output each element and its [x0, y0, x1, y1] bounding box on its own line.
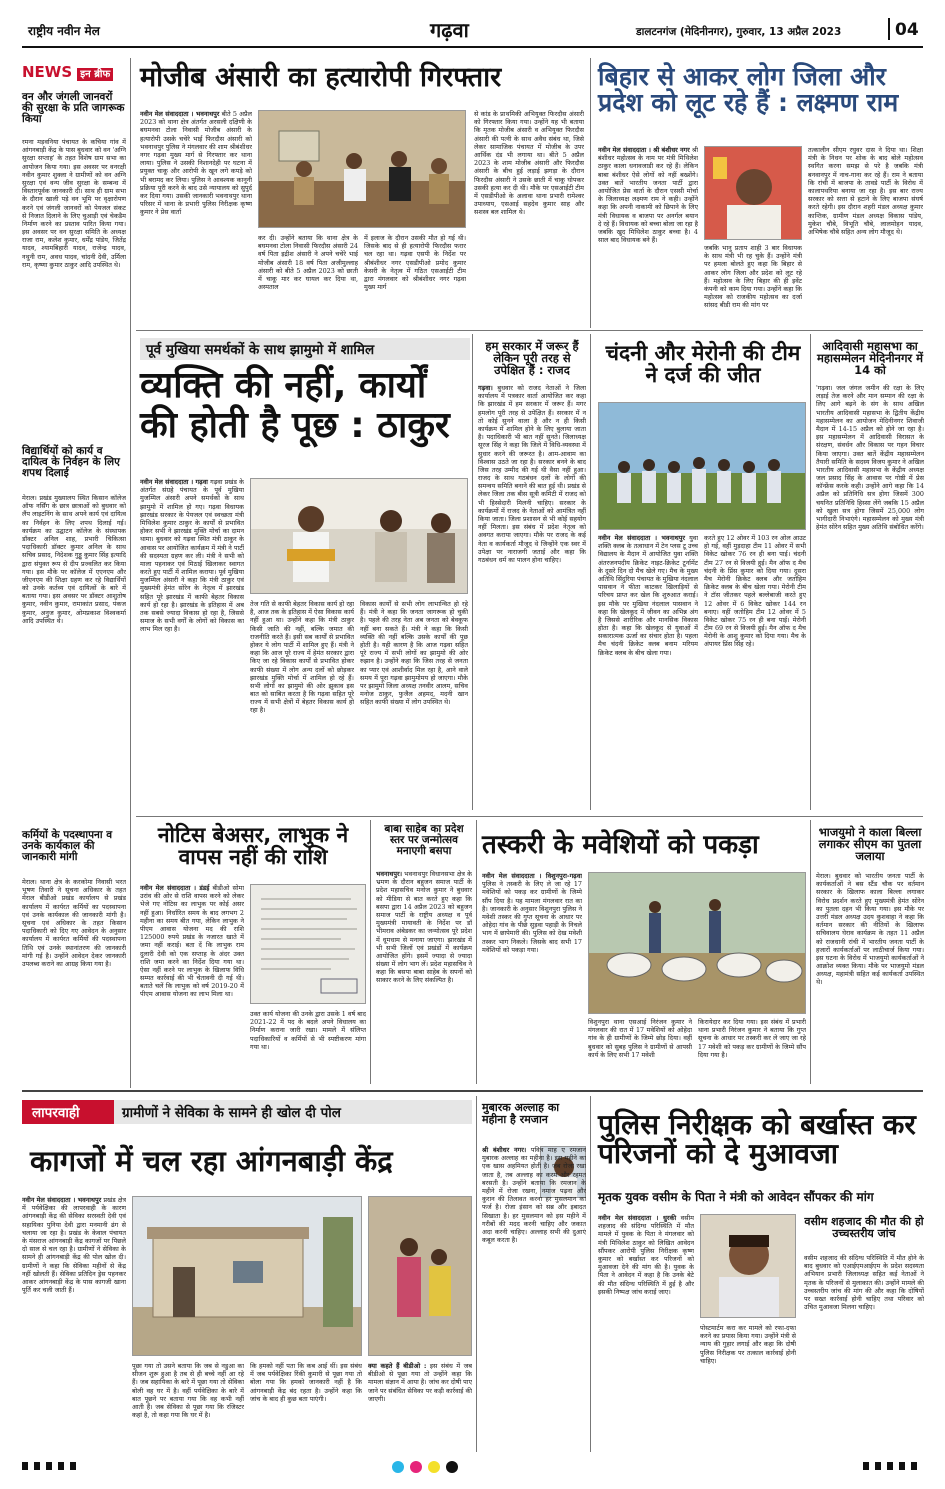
- story-headline: हम सरकार में जरूर हैं लेकिन पूरी तरह से उपेक्षित हैं : राजद: [485, 339, 579, 378]
- story-paragraph: बीडीओ सोमा उरांव की ओर से राशि वापस करने को लेकर भेजे गए नोटिस का लाभुक पर कोई असर नहीं हुआ। निर्धारित समय के बाद लगभग 2 महीना का समय बीत गया, लेकिन लाभुक ने पीएम आवास योजना मद की राशि 125000 रुपये प्रखंड के नजारत खाते में जमा नहीं कराई। बता दें कि लाभुक राम दुलारी देवी को एक सप्ताह के अंदर उक्त राशि जमा करने का निर्देश दिया गया था। ऐसा नहीं करने पर लाभुक के खिलाफ विधि सम्मत कार्रवाई की भी चेतावनी दी गई थी। बताते चलें कि लाभुक को वर्ष 2019-20 में पीएम आवास योजना का लाभ मिला था।: [140, 884, 244, 999]
- column-rule: [810, 334, 811, 810]
- masthead-divider: [888, 18, 890, 40]
- victim-photo: [700, 1214, 796, 1318]
- story-paragraph: बीते 5 अप्रैल 2023 को थाना क्षेत्र अंतर्गत अरसली दक्षिणी के बघमनवा टोला निवासी मोजीब अंसारी के हत्यारोपी उसके चचेरे भाई फिरदौस अंसारी को भवनाथपुर पुलिस ने मंगलवार की शाम श्रीबंशीधर नगर गढ़वा मुख्य मार्ग से गिरफ्तार कर थाना लाया। पुलिस ने उसकी निशानदेही पर घटना में प्रयुक्त चाकू और आरोपी के खून लगे कपड़े को भी बरामद कर लिया। पुलिस ने आवश्यक कानूनी प्रक्रिया पूरी करने के बाद उसे न्यायालय को सुपुर्द कर दिया गया। उसकी जानकारी भवनाथपुर थाना परिसर में थाना के प्रभारी पुलिस निरीक्षक कृष्ण कुमार ने प्रेस वार्ता: [140, 110, 252, 217]
- story-kicker: ग्रामीणों ने सेविका के सामने ही खोल दी पोल: [122, 1105, 341, 1121]
- print-registration-strip: [22, 1458, 923, 1476]
- byline: नवीन मेल संवाददाता । विशुनपुरा-गढ़वा: [482, 872, 582, 880]
- cattle-photo: [588, 872, 806, 1014]
- story-kicker: पूर्व मुखिया समर्थकों के साथ झामुमो में शामिल: [146, 342, 375, 358]
- photo-illustration: [705, 147, 802, 240]
- story-headline: भाजयुमो ने काला बिल्ला लगाकर सीएम का पुतला जलाया: [818, 825, 922, 864]
- story-paragraph: पुलिस ने तस्करी के लिए ले जा रहे 17 मवेशियों को पकड़ कर ग्रामीणों के जिम्मे सौंप दिया है। यह मामला मंगलवार रात का है। जानकारी के अनुसार विशुनपुरा पुलिस ने मवेशी तस्कर की गुप्त सूचना के आधार पर ओहेदा गांव के पीछे सुड़वा पहाड़ी के निचले भाग में छापेमारी की। पुलिस को देख मवेशी तस्कर भाग निकले। जिसके बाद सभी 17 मवेशियों को पकड़ा गया।: [482, 880, 582, 954]
- brief-headline: विद्यार्थियों को कार्य व दायित्व के निर्वहन के लिए शपथ दिलाई: [22, 445, 120, 480]
- news-brief-label: [22, 62, 113, 81]
- story-paragraph: श्री बंशीधर महोत्सव के नाम पर मंत्री मिथिलेश ठाकुर काला धनावजाडी कर रहे हैं। लेकिन बाबा बंशीधर ऐसे लोगों को नहीं बख्शेंगे। उक्त बातें भारतीय जनता पार्टी द्वारा आयोजित प्रेस वार्ता के दौरान एससी मोर्चा के जिलाध्यक्ष लक्ष्मण राम ने कही। उन्होंने कहा कि अपनी नाकामी को छिपाने के लिए मंत्री विधायक व बाजपा पर अनर्गल बयान दे रहे हैं। विधायक को बच्चा बोला जा रहा है जबकि खुद मिथिलेश ठाकुर बच्चा है। 4 साल बाद विधायक बने हैं।: [598, 146, 698, 245]
- story-headline: बिहार से आकर लोग जिला और प्रदेश को लूट रहे हैं : लक्ष्मण राम: [598, 62, 899, 118]
- story-text: पूछा गया तो उसने बताया कि जब से नडुआ का सीजन शुरू हुआ है तब से ही बच्चे नहीं आ रहे हैं। जब सहायिका के बारे में पूछा गया तो सेविका बोली वह घर में है। वहीं पर्यवेक्षिका के बारे में बात पूछने पर बताया गया कि वह कभी नहीं आती हैं। जब सेविका से पूछा गया कि रजिस्टर कहां है, तो कहा गया कि घर में है।: [132, 1362, 244, 1420]
- story-paragraph: इस संबंध में जब बीडीओ से पूछा गया तो उन्होंने कहा कि मामला संज्ञान में आया है। जांच कर दोषी पाए जाने पर संबंधित सेविका पर कड़ी कार्रवाई की जाएगी।: [368, 1362, 472, 1403]
- story-text: [598, 146, 698, 322]
- color-swatch-black: [863, 1462, 923, 1470]
- photo-illustration: [259, 111, 466, 228]
- tag-label: लापरवाही: [32, 1105, 80, 1121]
- story-text: कि हमको नहीं पता कि कब आई थीं। इस संबंध में जब पर्यवेक्षिका रिंकी कुमारी से पूछा गया तो बोला गया कि हमको जानकारी नहीं है कि आंगनबाड़ी केंद्र बंद रहता है। उन्होंने कहा कि जांच के बाद ही कुछ बता पाएंगी।: [250, 1362, 362, 1403]
- story-headline: नोटिस बेअसर, लाभुक ने वापस नहीं की राशि: [157, 823, 349, 870]
- story-text: विशुनपुरा थाना एसआई निरंजन कुमार ने मंगलवार की रात में 17 मवेशियों को ओहेदा गांव के ही ग्रामीणों के जिम्मे छोड़ दिया। वहीं बुधवार को सुबह पुलिस ने ग्रामीणों से आपसी कार्य के लिए सभी 17 मवेशी: [588, 1018, 692, 1059]
- story-headline: बाबा साहेब का प्रदेश स्तर पर जन्मोत्सव मनाएगी बसपा: [384, 823, 464, 858]
- story-text: कर दी। उन्होंने बताया कि थाना क्षेत्र के बघमनवा टोला निवासी फिरदौस अंसारी 24 वर्ष पिता इद्रीश अंसारी ने अपने चचेरे भाई मोजीब अंसारी 18 वर्ष पिता अजीमुल्लाह अंसारी को बीते 5 अप्रैल 2023 को छाती में चाकू मार कर घायल कर दिया था, अस्पताल: [258, 234, 358, 292]
- color-swatch-yellow: [428, 1461, 440, 1473]
- cricket-team-photo: [598, 402, 806, 530]
- news-brief-column: [22, 62, 126, 1082]
- section-rule: [22, 1090, 923, 1092]
- story-text: तेज गति से काफी बेहतर विकास कार्य हो रहा है, आज तक के इतिहास में ऐसा विकास कार्य नहीं हुआ था। उन्होंने कहा कि मंत्री ठाकुर किसी जाति की नहीं, बल्कि जमात की राजनीति करते हैं। इसी सब कार्यों से प्रभावित होकर ये लोग पार्टी में शामिल हुए हैं। मंत्री ने कहा कि आज पूरे राज्य में हेमंत सरकार द्वारा किए जा रहे विकास कार्यों से प्रभावित होकर काफी संख्या में लोग अन्य दलों को छोड़कर झारखंड मुक्ति मोर्चा में शामिल हो रहे हैं। सभी लोगों का झामुमो की ओर झुकाव इस बात को साबित करता है कि गढ़वा सहित पूरे राज्य में सभी क्षेत्रों में बेहतर विकास कार्य हो रहा है।: [250, 600, 354, 715]
- story-text: [140, 884, 244, 1080]
- photo-illustration: [369, 1197, 472, 1356]
- byline: नवीन मेल संवाददाता । भवनाथपुर: [140, 110, 220, 118]
- story-text: उक्त कार्य योजना की उनके द्वारा उसके 1 वर्ष बाद 2021-22 में पद के बदले अपने विधालय का निर्माण कराना जारी रखा। मामले में संलिप्त पदाधिकारियों व कर्मियों से भी स्पष्टीकरण मांगा गया था।: [250, 1010, 366, 1051]
- column-rule: [476, 1096, 477, 1452]
- section-rule: [136, 330, 923, 331]
- story-paragraph: गढ़वा प्रखंड के अंतर्गत संग्रहे पंचायत के पूर्व मुखिया मुजम्मिल अंसारी अपने समर्थकों के साथ झामुमो में शामिल हो गए। गढ़वा विधायक झारखंड सरकार के पेयजल एवं स्वच्छता मंत्री मिथिलेश कुमार ठाकुर के कार्यों से प्रभावित होकर सभी ने झारखंड मुक्ति मोर्चा का दामन थामा। बुधवार को गढ़वा स्थित मंत्री ठाकुर के आवास पर आयोजित कार्यक्रम में मंत्री ने पार्टी की सदस्यता ग्रहण कर ली। मंत्री ने सभी को माला पहनाकर एवं मिठाई खिलाकर स्वागत करते हुए पार्टी में शामिल कराया। पूर्व मुखिया मुजम्मिल अंसारी ने कहा कि मंत्री ठाकुर एवं मुख्यमंत्री हेमंत सोरेन के नेतृत्व में झारखंड सहित पूरे झारखंड में काफी बेहतर विकास कार्य हो रहा है। झारखंड के इतिहास में अब तक सबसे ज्यादा विकास हो रहा है, जिससे समाज के सभी वर्गों के लोगों को विकास का लाभ मिल रहा है।: [140, 478, 244, 634]
- byline: नवीन मेल संवाददाता । भवनाथपुर: [598, 534, 685, 542]
- section-title: गढ़वा: [430, 18, 469, 42]
- story-text: 'गढ़वा। जल जंगल जमीन की रक्षा के लिए लड़ाई तेज करने और मान सम्मान की रक्षा के लिए आगे बढ़ने के संग के साथ अखिल भारतीय आदिवासी महासभा के द्वितीय केंद्रीय महासम्मेलन का आयोजन मेदिनीनगर शिवाजी मैदान में 14-15 अप्रैल को होने जा रहा है। इस महासम्मेलन में आदिवासी विरासत के संरक्षण, संवर्धन और विकास पर गहन विचार किया जाएगा। उक्त बातें केंद्रीय महासम्मेलन तैयारी समिति के सदस्य विजय कुमार ने अखिल भारतीय आदिवासी महासभा के केंद्रीय अध्यक्ष जल प्रसाद सिंह के आवास पर गोष्ठी में प्रेस कॉन्फ्रेंस करके कही। उन्होंने आगे कहा कि 14 अप्रैल को प्रतिनिधि सत्र होगा जिसमें 300 चयनित प्रतिनिधि हिस्सा लेंगे जबकि 15 अप्रैल को खुला सत्र होगा जिसमें 25,000 लोग भागीदारी निभाएंगे। महासम्मेलन को मुख्य मंत्री हेमंत सोरेन सहित मुख्य अतिथि संबोधित करेंगे।: [816, 384, 924, 532]
- sidebar-headline: वसीम शहजाद की मौत की हो उच्चस्तरीय जांच: [804, 1215, 924, 1240]
- column-rule: [590, 58, 591, 328]
- story-text: [368, 1362, 472, 1448]
- story-text: किरायेदार कर दिया गया। इस संबंध में प्रभारी थाना प्रभारी निरंजन कुमार ने बताया कि गुप्त सूचना के आधार पर तस्करी कर ले जाए जा रहे 17 मवेशी को पकड़ कर ग्रामीणों के जिम्मे सौंप दिया गया है।: [698, 1018, 806, 1059]
- column-rule: [370, 820, 371, 1084]
- story-headline: मुबारक अल्लाह का महीना है रमजान: [482, 1101, 560, 1126]
- page-number: 04: [895, 20, 919, 40]
- dateline: डालटनगंज (मेदिनीनगर), गुरुवार, 13 अप्रैल 2023: [636, 26, 842, 38]
- story-paragraph: युवा शक्ति क्लब के तत्वाधान में टेन प्लस टू उच्च विद्यालय के मैदान में आयोजित युवा शक्ति अंतरजनपदीय क्रिकेट नाइट-क्रिकेट टूर्नामेंट के दूसरे दिन दो मैच खेले गए। मैच के मुख्य अतिथि सिंदुरिया पंचायत के मुखिया नंदलाल पासवान ने फीता काटकर खिलाड़ियों से परिचय प्राप्त कर खेल कि शुरुआत कराई। इस मौके पर मुखिया नंदलाल पासवान ने कहा कि खेलकूद में जीवन का अभिन्न अंग है जिससे शारीरिक और मानसिक विकास होता है। कहा कि खेलकूद से युवाओं में सकारात्मक ऊर्जा का संचार होता है। पहला मैच चंदनी क्रिकेट क्लब बनाम मरियम क्रिकेट क्लब के बीच खेला गया।: [598, 534, 698, 657]
- story-headline: मोजीब अंसारी का हत्यारोपी गिरफ्तार: [140, 62, 502, 93]
- column-rule: [810, 820, 811, 1084]
- news-label: NEWS: [22, 63, 73, 81]
- byline: नवीन मेल संवाददाता । डंडई: [140, 884, 210, 892]
- leader-photo: [704, 146, 802, 240]
- bdo-subhead: क्या कहते हैं बीडीओ :: [368, 1362, 427, 1370]
- story-text: [478, 384, 586, 804]
- story-headline: आदिवासी महासभा का महासम्मेलन मेदिनीनगर में 14 को: [817, 339, 923, 378]
- byline: नवीन मेल संवाददाता । धुरकी: [598, 1214, 677, 1222]
- story-text: में इलाज के दौरान उसकी मौत हो गई थी। जिसके बाद से ही हत्यारोपी फिरदौस फरार चल रहा था। गढ़वा एसपी के निर्देश पर श्रीबंशीधर नगर एसडीपीओ प्रमोद कुमार केसरी के नेतृत्व में गठित एसआईटी टीम द्वारा मंगलवार को श्रीबंशीधर नगर गढ़वा मुख्य मार्ग: [364, 234, 466, 292]
- story-headline: पुलिस निरीक्षक को बर्खास्त कर परिजनों को दे मुआवजा: [598, 1108, 916, 1171]
- story-paragraph: बुधवार को राजद नेताओं ने जिला कार्यालय में पत्रकार वार्ता आयोजित कर कहा कि झारखंड में हम सरकार में जरूर हैं। मगर हमलोग पूरी तरह से उपेक्षित हैं। सरकार में न तो कोई सुनने वाला है और न ही किसी कार्यक्रम में शामिल होने के लिए बुलाया जाता है। पदाधिकारी भी बात नहीं सुनते। जिलाध्यक्ष सूरज सिंह ने कहा कि जिले में विधि-व्यवस्था में सुधार करने की जरूरत है। आम-आवाम का विश्वास उठते जा रहा है। सरकार बनने के बाद जिस तरह उम्मीद की गई थी वैसा नहीं हुआ। राजद के साथ गठबंधन दलों के लोगों की समन्वय समिति बनाने की बात हुई थी। प्रखंड से लेकर जिला तक बीस सूत्री कमिटी में राजद को भी हिस्सेदारी मिलनी चाहिए। सरकार के कार्यक्रमों में राजद के नेताओं को आमंत्रित नहीं किया जाता। जिला प्रशासन से भी कोई सहयोग नहीं मिलता। इस संबंध में प्रदेश नेतृत्व को अवगत कराया जाएगा। मौके पर राजद के कई नेता व कार्यकर्ता मौजूद थे जिन्होंने एक स्वर में उपेक्षा पर नाराजगी जताई और कहा कि गठबंधन धर्म का पालन होना चाहिए।: [478, 384, 586, 564]
- photo-illustration: [251, 479, 468, 594]
- story-headline: चंदनी और मेरोनी की टीम ने दर्ज की जीत: [605, 341, 801, 388]
- byline: गढ़वा।: [478, 384, 493, 392]
- column-rule: [590, 334, 591, 810]
- villagers-photo: [368, 1196, 472, 1356]
- story-text: [22, 1196, 126, 1446]
- brief-body: रमना मड़वनिया पंचायत के कचिया गांव में आंगनबाड़ी केंद्र के पास बुधवार को वन 'अग्नि सुरक्षा सप्ताह' के तहत विशेष ग्राम सभा का आयोजन किया गया। इस अवसर पर वनरक्षी नवीन कुमार शुक्ला ने ग्रामीणों को वन अग्नि सुरक्षा एवं वन्य जीव सुरक्षा के सम्बन्ध में विस्तारपूर्वक जानकारी दी। साथ ही ग्राम सभा के दौरान खाली पड़े वन भूमि पर वृक्षारोपण करने एवं जंगली जानवरों को पेयजल संकट से निजात दिलाने के लिए चुआड़ी एवं चेकडैम निर्माण करने का प्रस्ताव पारित किया गया। इस अवसर पर वन सुरक्षा समिति के अध्यक्ष राजा राम, कलेश कुमार, धर्मेंद्र पांडेय, जितेंद्र यादव, श्यामबिहारी यादव, राजेन्द्र यादव, नथुनी राम, अवध यादव, चांदनी देवी, उर्मिला राम, कृष्णा कुमार ठाकुर आदि उपस्थित थे।: [22, 138, 126, 269]
- story-text: करते हुए 12 ओवर में 103 रन ओल आउट हो गई, वहीं मुड़दाहा टीम 11 ओवर में सभी विकेट खोकर 76 रन ही बना पाई। चंदनी टीम 27 रन से विजयी हुई। मैन ऑफ द मैच चंदनी के प्रिंस कुमार को दिया गया। दूसरा मैच मेरोनी क्रिकेट क्लब और जतोहिम क्रिकेट क्लब के बीच खेला गया। मेरोनी टीम ने टॉस जीतकर पहले बल्लेबाजी करते हुए 12 ओवर में 6 विकेट खोकर 144 रन बनाए। वहीं जतोहिम टीम 12 ओवर में 5 विकेट खोकर 75 रन ही बना पाई। मेरोनी टीम 69 रन से विजयी हुई। मैन ऑफ द मैच मेरोनी के आशु कुमार को दिया गया। मैच के अंपायर प्रिंस सिंह रहे।: [704, 534, 806, 649]
- story-text: [598, 1214, 694, 1448]
- color-swatch-black: [22, 1462, 82, 1470]
- byline: भवनाथपुर।: [376, 870, 402, 878]
- story-text: [376, 870, 472, 1080]
- story-headline: कागजों में चल रहा आंगनबाड़ी केंद्र: [30, 1144, 393, 1178]
- photo-illustration: [133, 1197, 362, 1356]
- photo-illustration: [251, 885, 366, 1004]
- photo-illustration: [701, 1215, 796, 1318]
- story-text: मेराल। बुधवार को भारतीय जनता पार्टी के कार्यकर्ताओं ने बस स्टैंड चौक पर वर्तमान सरकार के खिलाफ काला बिल्ला लगाकर विरोध प्रदर्शन करते हुए मुख्यमंत्री हेमंत सोरेन का पुतला दहन भी किया गया। इस मौके पर उत्तरी मंडल अध्यक्ष उदय कुशवाहा ने कहा कि वर्तमान सरकार की नीतियों के खिलाफ सचिवालय घेराव कार्यक्रम के तहत 11 अप्रैल को राजधानी रांची में भारतीय जनता पार्टी के हजारों कार्यकर्ताओं पर लाठीचार्ज किया गया। इस घटना के विरोध में भाजयुमो कार्यकर्ताओं ने आक्रोश व्यक्त किया। मौके पर भाजयुमो मंडल अध्यक्ष, महामंत्री सहित कई कार्यकर्ता उपस्थित थे।: [816, 872, 924, 987]
- story-text: [598, 534, 698, 806]
- column-rule: [476, 820, 477, 1084]
- masthead-rule: [22, 46, 923, 48]
- story-text: [140, 478, 244, 804]
- brief-label: इन ब्रीफ: [77, 68, 113, 81]
- color-swatch-cyan: [392, 1461, 404, 1473]
- brief-body: मेराल। प्रखंड मुख्यालय स्थित किसान कॉलेज ऑफ नर्सिंग के छात्र छात्राओं को बुधवार को लैंप लाइटनिंग के साथ अपने कार्य एवं दायित्व का निर्वहन के लिए शपथ दिलाई गई। कार्यक्रम का उद्घाटन कॉलेज के संस्थापक डॉक्टर अनिल शाह, प्रभारी चिकित्सा पदाधिकारी डॉक्टर कुमार अनिल के साथ सचिव प्रसाद, निदेशक गुड्डू कुमार सिंह इत्यादि द्वारा संयुक्त रूप से दीप प्रज्वलित कर किया गया। इस मौके पर कॉलेज में एएनएम और जीएनएम की शिक्षा ग्रहण कर रहे विद्यार्थियों को उनके कर्तव्य एवं दायित्वों के बारे में बताया गया। इस अवसर पर डॉक्टर आशुतोष कुमार, नवीन कुमार, रामाकांत प्रसाद, पंकज कुमार, अनुज कुमार, ओमप्रकाश विश्वकर्मा आदि उपस्थित थे।: [22, 494, 126, 625]
- story-headline: तस्करी के मवेशियों को पकड़ा: [482, 830, 759, 860]
- story-text: तत्कालीन सीएम रघुवर दास ने दिया था। शिक्षा मंत्री के निधन पर शोक के बाद बोले महोत्सव स्थगित करना समझ से परे है जबकि मंत्री बनवानपुर में नाच-गाना कर रहे हैं। राम ने बताया कि रांची में बाजपा के तावडे पार्टी के विरोध में कालापथरिया बनाया जा रहा है। इस बार राज्य सरकार को सत्ता से हटाने के लिए बाजपा संघर्ष करते रहेगी। इस दौरान शहरी मंडल अध्यक्ष कुमार कान्तिक, ग्रामीण मंडल अध्यक्ष विकास पांडेय, मुकेश चौबे, विभूति चौबे, लालमोहन यादव, अभिषेक चौबे सहित अन्य लोग मौजूद थे।: [808, 146, 923, 236]
- byline: नवीन मेल संवाददाता । श्री बंशीधर नगर: [598, 146, 690, 154]
- story-paragraph: वसीम शहजाद की संदिग्ध परिस्थिति में मौत मामले में युवक के पिता ने मंगलवार को मंत्री मिथिलेश ठाकुर को लिखित आवेदन सौंपकर आरोपी पुलिस निरीक्षक कृष्ण कुमार को बर्खास्त कर परिजनों को मुआवजा देने की मांग की है। युवक के पिता ने आवेदन में कहा है कि उनके बेटे की मौत संदिग्ध परिस्थिति में हुई है और इसकी निष्पक्ष जांच कराई जाए।: [598, 1214, 694, 1296]
- story-text: वसीम शहजाद की संदिग्ध परिस्थिति में मौत होने के बाद बुधवार को एआईएमआईएम के प्रदेश सदस्यता अभियान प्रभारी जिलाध्यक्ष सहित कई नेताओं ने मृतक के परिजनों से मुलाकात की। उन्होंने मामले की उच्चस्तरीय जांच की मांग की और कहा कि दोषियों पर सख्त कार्रवाई होनी चाहिए तथा परिवार को उचित मुआवजा मिलना चाहिए।: [804, 1254, 924, 1312]
- story-text: [482, 1146, 586, 1446]
- column-rule: [130, 58, 131, 1088]
- story-headline: व्यक्ति की नहीं, कार्यों की होती है पूछ : ठाकुर: [140, 365, 450, 447]
- kicker-strip: [140, 338, 470, 360]
- story-tag: [22, 1100, 114, 1124]
- brief-body: मेराल। थाना क्षेत्र के करकोमा निवासी भरत भूषण तिवारी ने सूचना अधिकार के तहत मेराल बीडीओ प्रखंड कार्यालय से प्रखंड कार्यालय में कार्यरत कर्मियों का पदस्थापना एवं उनके कार्यकाल की जानकारी मांगी है। सूचना एवं अधिकार के तहत किसान पदाधिकारी को दिए गए आवेदन के अनुसार कार्यालय में कार्यरत कर्मियों की पदस्थापना तिथि एवं उनके स्थानांतरण की जानकारी मांगी गई है। उन्होंने आवेदन देकर जानकारी उपलब्ध कराने का आग्रह किया गया है।: [22, 878, 126, 968]
- byline: श्री बंशीधर नगर।: [482, 1146, 527, 1154]
- color-swatch-magenta: [410, 1461, 422, 1473]
- story-text: विकास कार्यों से सभी लोग लाभान्वित हो रहे हैं। मंत्री ने कहा कि जनता जागरूक हो चुकी है। पहले की तरह नेता अब जनता को बेवकूफ नहीं बना सकते हैं। मंत्री ने कहा कि किसी व्यक्ति की नहीं बल्कि उसके कार्यों की पूछ होती है। यही कारण है कि आज गढ़वा सहित पूरे राज्य में सभी लोगों का झामुमो की ओर रुझान है। उन्होंने कहा कि जिस तरह से जनता का प्यार एवं आशीर्वाद मिल रहा है, आने वाले समय में पूरा गढ़वा झामुमोमय हो जाएगा। मौके पर झामुमो जिला अध्यक्ष तनवीर आलम, सचिव मनोज ठाकुर, फुजैल अहमद, मदनी खान सहित काफी संख्या में लोग उपस्थित थे।: [360, 600, 468, 707]
- byline: नवीन मेल संवाददाता । भवनाथपुर: [22, 1196, 102, 1204]
- story-paragraph: भवनाथपुर विधानसभा क्षेत्र के भ्रमण के दौरान बहुजन समाज पार्टी के प्रदेश महासचिव मनोज कुमार ने बुधवार को मीडिया से बात करते हुए कहा कि बसपा द्वारा 14 अप्रैल 2023 को बहुजन समाज पार्टी के राष्ट्रीय अध्यक्ष व पूर्व मुख्यमंत्री मायावती के निर्देश पर डॉ भीमराव अंबेडकर का जन्मोत्सव पूरे प्रदेश में धूमधाम से मनाया जाएगा। झारखंड में भी सभी जिलों एवं प्रखंडों में कार्यक्रम आयोजित होंगे। इसमें ज्यादा से ज्यादा संख्या में लोग भाग लें। प्रदेश महासचिव ने कहा कि बसपा बाबा साहेब के सपनों को साकार करने के लिए संकल्पित है।: [376, 870, 472, 985]
- story-text: जबकि भानु प्रताप शाही 3 बार विधायक के साथ मंत्री भी रह चुके हैं। उन्होंने मंत्री पर हमला बोलते हुए कहा कि बिहार से आकर लोग जिला और प्रदेश को लूट रहे हैं। महोत्सव के लिए बिहार की ही इवेंट कंपनी को काम दिया गया। उन्होंने कहा कि महोत्सव को राजकीय महोत्सव का दर्जा सांसद बीडी राम की मांग पर: [704, 244, 802, 310]
- notice-document-photo: [250, 884, 366, 1004]
- column-rule: [590, 1096, 591, 1452]
- press-conference-photo: [258, 110, 466, 228]
- story-paragraph: पवित्र माह ए रमजान मुबारक अल्लाह का महीना है। इस महीने का एक खास अहमियत होती है। जब रोजा रखा जाता है, तब अल्लाह का करम और रहमत बरसती है। उन्होंने बताया कि रमजान के महीने में रोजा रखना, नमाज पढ़ना और कुरान की तिलावत करना हर मुसलमान का फर्ज है। रोजा इंसान को सब्र और इबादत सिखाता है। हर मुसलमान को इस महीने में गरीबों की मदद करनी चाहिए और जकात अदा करनी चाहिए। अल्लाह सभी की दुआएं कबूल करता है।: [482, 1146, 586, 1245]
- color-swatch-black-dot: [446, 1461, 458, 1473]
- section-rule: [136, 816, 923, 817]
- kicker-strip: [22, 1100, 472, 1124]
- story-text: [140, 110, 252, 320]
- anganbadi-building-photo: [132, 1196, 362, 1356]
- brief-headline: कर्मियों के पदस्थापना व उनके कार्यकाल की जानकारी मांगी: [22, 829, 113, 864]
- brief-headline: वन और जंगली जानवरों की सुरक्षा के प्रति जागरूक किया: [22, 91, 125, 126]
- story-kicker: मृतक युवक वसीम के पिता ने मंत्री को आवेदन सौंपकर की मांग: [598, 1190, 874, 1204]
- story-paragraph: प्रखंड क्षेत्र में पर्यवेक्षिका की लापरवाही के कारण आंगनबाड़ी केंद्र की सेविका सरस्वती देवी एवं सहायिका पुनिया देवी द्वारा मनमानी ढंग से चलाया जा रहा है। प्रखंड के केवाल पंचायत के मंसराज आंगनबाड़ी केंद्र कागजों पर पिछले दो साल से चल रहा है। ग्रामीणों ने सेविका के सामने ही आंगनबाड़ी केंद्र की पोल खोल दी। ग्रामीणों ने कहा कि सेविका महीनों से केंद्र नहीं खोलती हैं। सेविका प्रतिदिन ड्रेस पहनकर आकर आंगनबाड़ी केंद्र के पास कागजी खाना पूर्ति कर चली जाती हैं।: [22, 1196, 126, 1295]
- photo-illustration: [599, 403, 806, 530]
- story-text: पोस्टमार्टम करा कर मामले को रफा-दफा करने का प्रयास किया गया। उन्होंने मंत्री से न्याय की गुहार लगाई और कहा कि दोषी पुलिस निरीक्षक पर तत्काल कार्रवाई होनी चाहिए।: [700, 1324, 796, 1365]
- masthead: [0, 0, 945, 50]
- meeting-photo: [250, 478, 468, 594]
- byline: नवीन मेल संवाददाता । गढ़वा: [140, 478, 208, 486]
- photo-illustration: [589, 873, 806, 1014]
- column-rule: [472, 334, 473, 810]
- paper-name: राष्ट्रीय नवीन मेल: [28, 24, 100, 38]
- story-text: [482, 872, 582, 1080]
- story-text: से कांड के प्राथमिकी अभियुक्त फिरदौस अंसारी को गिरफ्तार किया गया। उन्होंने यह भी बताया कि मृतक मोजीब अंसारी व अभियुक्त फिरदौस अंसारी की पत्नी के साथ अवैध संबंध था, जिसे लेकर सामाजिक पंचायत में मोजीब के उपर आर्थिक दंड भी लगाया था। बीते 5 अप्रैल 2023 के शाम मोजीब अंसारी और फिरदौस अंसारी के बीच हुई लड़ाई झगड़ा के दौरान फिरदौस अंसारी ने उसके छाती में चाकू घोपकर उसकी हत्या कर दी थी। मौके पर एसआईटी टीम में एसडीपीओ के अलावा थाना प्रभारी रामेश्वर उपाध्याय, एसआई सहदेव कुमार साह और सशस्त्र बल शामिल थे।: [474, 110, 584, 217]
